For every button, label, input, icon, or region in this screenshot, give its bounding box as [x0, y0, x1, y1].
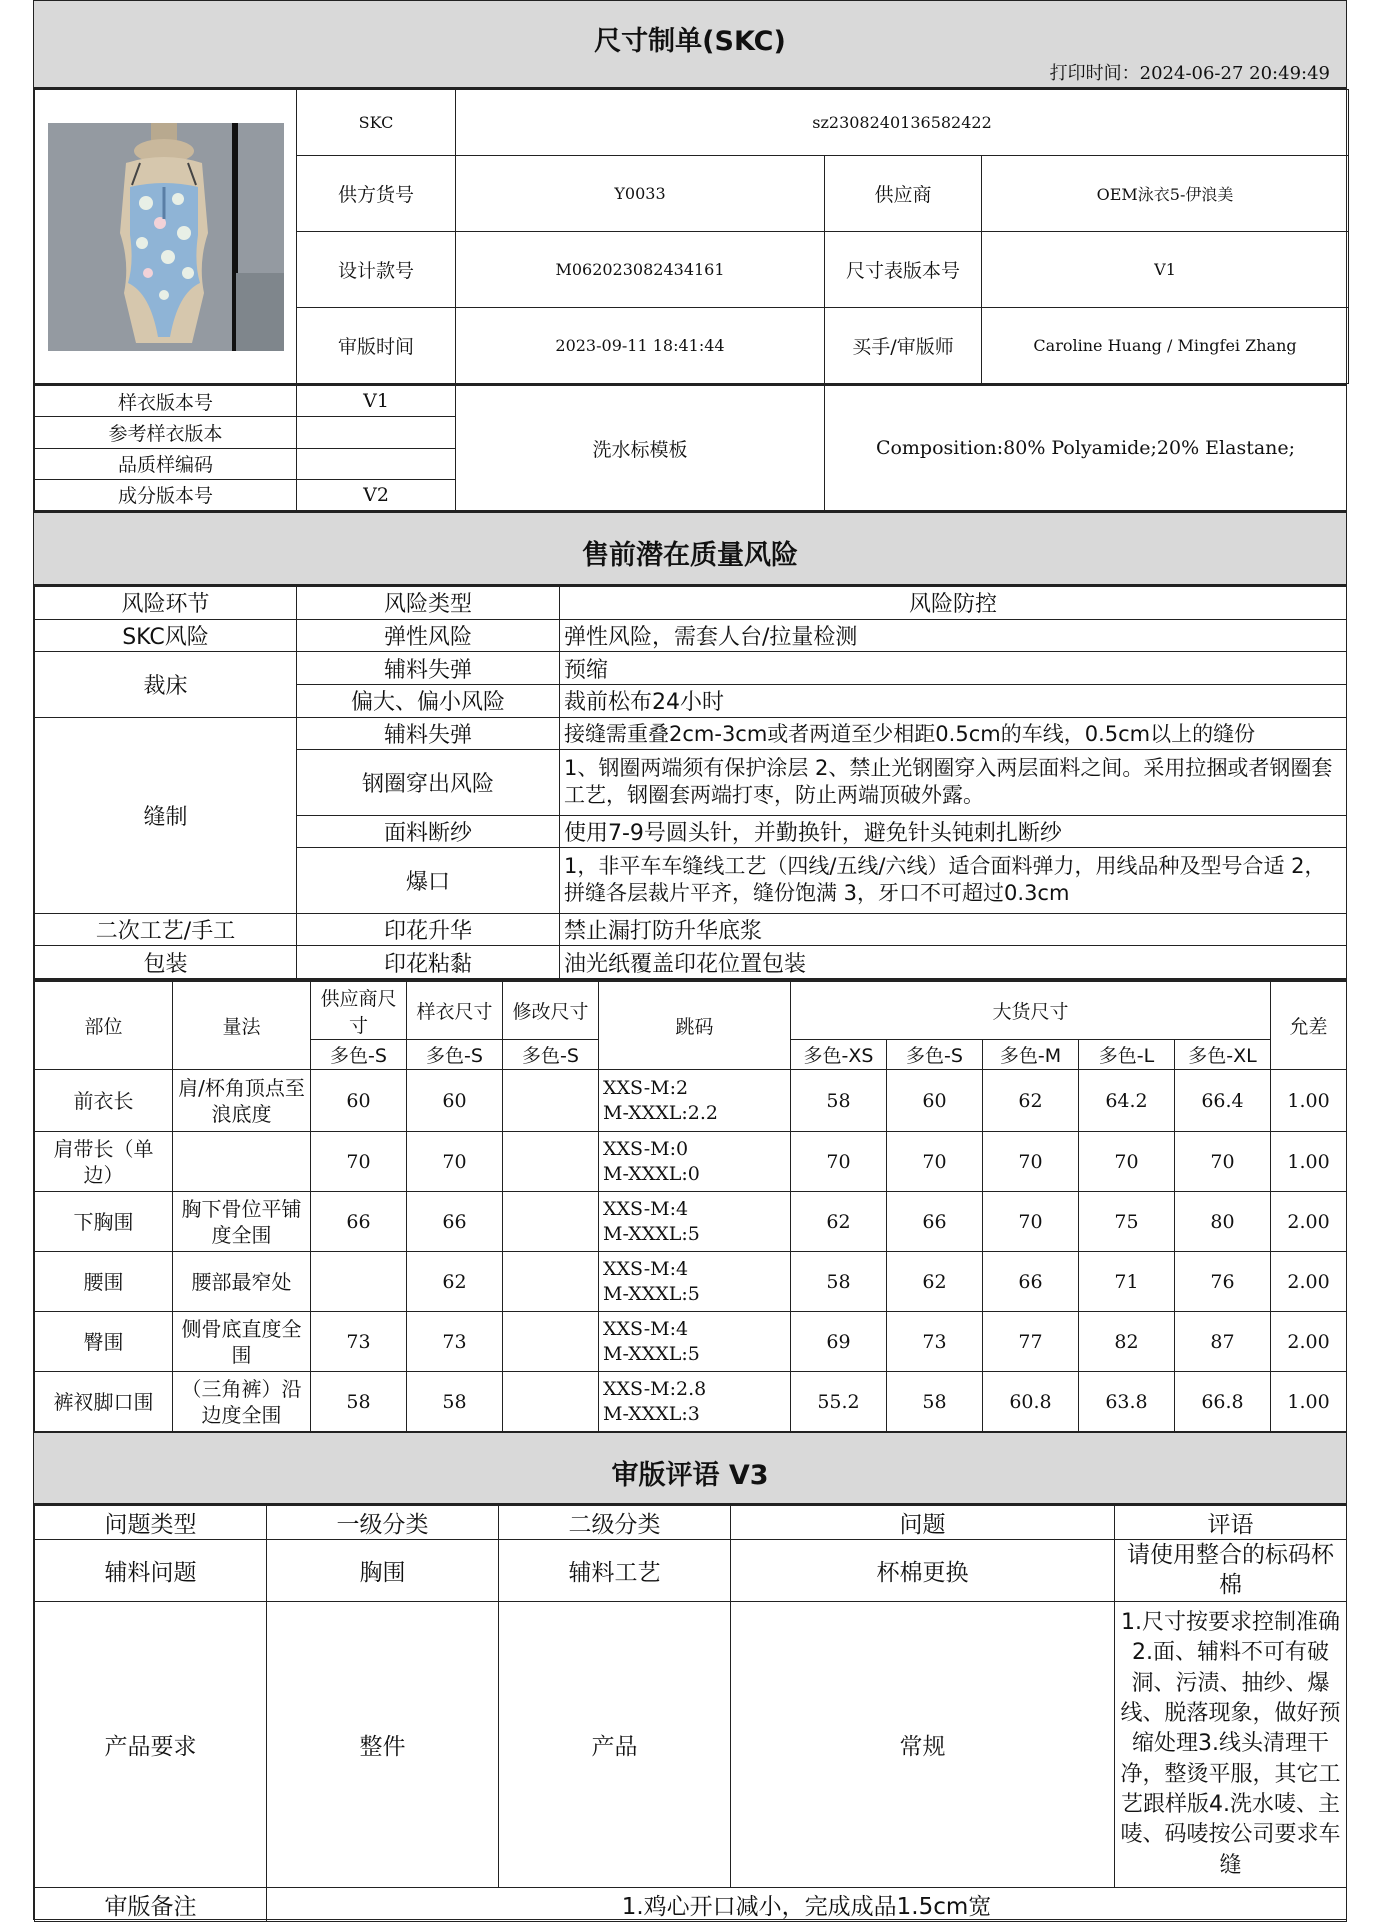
size-method: 肩/杯角顶点至浪底度	[173, 1070, 311, 1132]
size-section	[33, 980, 1347, 1432]
size-jump-upper: M-XXXL:5	[603, 1342, 700, 1365]
size-tolerance: 1.00	[1271, 1372, 1347, 1432]
size-supplier-value: 73	[311, 1312, 407, 1372]
size-supplier-value: 70	[311, 1132, 407, 1192]
version-section	[33, 384, 1347, 512]
size-bulk-value: 62	[791, 1192, 887, 1252]
size-supplier-value: 60	[311, 1070, 407, 1132]
size-bulk-value: 66	[887, 1192, 983, 1252]
size-bulk-value: 66.8	[1175, 1372, 1271, 1432]
ref-sample-value	[297, 417, 456, 448]
size-part: 前衣长	[35, 1070, 173, 1132]
size-sample-value: 62	[407, 1252, 503, 1312]
size-bulk-value: 75	[1079, 1192, 1175, 1252]
risk-control: 接缝需重叠2cm-3cm或者两道至少相距0.5cm的车线，0.5cm以上的缝份	[560, 717, 1347, 750]
bulk-size-xl: 多色-XL	[1175, 1040, 1271, 1070]
size-method	[173, 1132, 311, 1192]
size-bulk-value: 62	[983, 1070, 1079, 1132]
size-modify-value	[503, 1132, 599, 1192]
supplier-label: 供应商	[825, 156, 982, 232]
size-tolerance: 1.00	[1271, 1132, 1347, 1192]
risk-header-type: 风险类型	[297, 587, 560, 620]
size-part: 臀围	[35, 1312, 173, 1372]
risk-row	[35, 619, 1347, 652]
size-sample-value: 73	[407, 1312, 503, 1372]
size-part: 下胸围	[35, 1192, 173, 1252]
risk-type: 印花粘黏	[297, 946, 560, 979]
size-table	[34, 981, 1347, 1432]
risk-type: 弹性风险	[297, 619, 560, 652]
review-time-label: 审版时间	[297, 308, 456, 384]
risk-row	[35, 652, 1347, 685]
supplier-no-label: 供方货号	[297, 156, 456, 232]
size-row	[35, 1312, 1347, 1372]
size-bulk-value: 58	[791, 1070, 887, 1132]
risk-row	[35, 913, 1347, 946]
size-row	[35, 1372, 1347, 1432]
ref-sample-label: 参考样衣版本	[35, 417, 297, 448]
size-supplier-value: 58	[311, 1372, 407, 1432]
size-bulk-value: 66.4	[1175, 1070, 1271, 1132]
size-bulk-value: 73	[887, 1312, 983, 1372]
size-bulk-value: 63.8	[1079, 1372, 1175, 1432]
size-modify-value	[503, 1372, 599, 1432]
size-bulk-value: 64.2	[1079, 1070, 1175, 1132]
sub-sample-size: 多色-S	[407, 1040, 503, 1070]
size-header-jump: 跳码	[599, 982, 791, 1070]
product-photo-cell	[35, 90, 297, 384]
size-bulk-value: 70	[791, 1132, 887, 1192]
risk-type: 钢圈穿出风险	[297, 750, 560, 815]
risk-control: 油光纸覆盖印花位置包装	[560, 946, 1347, 979]
supplier-value: OEM泳衣5-伊浪美	[982, 156, 1349, 232]
risk-control: 弹性风险，需套人台/拉量检测	[560, 619, 1347, 652]
review-header-cat1: 一级分类	[267, 1506, 499, 1540]
review-header-type: 问题类型	[35, 1506, 267, 1540]
size-jump	[599, 1132, 791, 1192]
size-method: （三角裤）沿边度全围	[173, 1372, 311, 1432]
size-bulk-value: 62	[887, 1252, 983, 1312]
review-title: 审版评语 V3	[611, 1460, 769, 1491]
composition-version-label: 成分版本号	[35, 479, 297, 510]
bulk-size-l: 多色-L	[1079, 1040, 1175, 1070]
size-modify-value	[503, 1252, 599, 1312]
size-bulk-value: 70	[887, 1132, 983, 1192]
size-modify-value	[503, 1192, 599, 1252]
size-bulk-value: 71	[1079, 1252, 1175, 1312]
skc-value: sz2308240136582422	[456, 90, 1349, 156]
page-title: 尺寸制单(SKC)	[594, 26, 786, 57]
size-sample-value: 58	[407, 1372, 503, 1432]
quality-code-value	[297, 448, 456, 479]
quality-code-label: 品质样编码	[35, 448, 297, 479]
risk-band	[33, 512, 1347, 585]
size-jump-lower: XXS-M:0	[603, 1137, 689, 1160]
size-jump	[599, 1372, 791, 1432]
risk-control: 预缩	[560, 652, 1347, 685]
size-supplier-value: 66	[311, 1192, 407, 1252]
review-comment: 1.尺寸按要求控制准确2.面、辅料不可有破洞、污渍、抽纱、爆线、脱落现象，做好预缩处理3.线头清理干净，整烫平服，其它工艺跟样版4.洗水唛、主唛、码唛按公司要求车缝	[1115, 1602, 1347, 1888]
review-header-cat2: 二级分类	[499, 1506, 731, 1540]
risk-row	[35, 717, 1347, 750]
review-header-comment: 评语	[1115, 1506, 1347, 1540]
risk-control: 1，非平车车缝线工艺（四线/五线/六线）适合面料弹力，用线品种及型号合适 2，拼缝各层裁片平齐，缝份饱满 3，牙口不可超过0.3cm	[560, 848, 1347, 913]
size-jump	[599, 1252, 791, 1312]
review-band	[33, 1432, 1347, 1504]
review-type: 产品要求	[35, 1602, 267, 1888]
size-header-supplier: 供应商尺寸	[311, 982, 407, 1040]
size-jump-lower: XXS-M:4	[603, 1197, 689, 1220]
size-sample-value: 70	[407, 1132, 503, 1192]
review-cat1: 整件	[267, 1602, 499, 1888]
size-jump-upper: M-XXXL:2.2	[603, 1101, 719, 1124]
size-jump	[599, 1070, 791, 1132]
size-bulk-value: 80	[1175, 1192, 1271, 1252]
size-bulk-value: 70	[983, 1132, 1079, 1192]
risk-stage: 包装	[35, 946, 297, 979]
info-section	[33, 88, 1347, 384]
review-issue: 杯棉更换	[731, 1540, 1115, 1602]
sub-modify-size: 多色-S	[503, 1040, 599, 1070]
review-issue: 常规	[731, 1602, 1115, 1888]
size-row	[35, 1192, 1347, 1252]
buyer-value: Caroline Huang / Mingfei Zhang	[982, 308, 1349, 384]
size-bulk-value: 76	[1175, 1252, 1271, 1312]
size-bulk-value: 77	[983, 1312, 1079, 1372]
bulk-size-m: 多色-M	[983, 1040, 1079, 1070]
risk-type: 爆口	[297, 848, 560, 913]
size-row	[35, 1252, 1347, 1312]
size-part: 腰围	[35, 1252, 173, 1312]
size-method: 腰部最窄处	[173, 1252, 311, 1312]
risk-control: 禁止漏打防升华底浆	[560, 913, 1347, 946]
risk-control: 使用7-9号圆头针，并勤换针，避免针头钝刺扎断纱	[560, 815, 1347, 848]
size-row	[35, 1070, 1347, 1132]
size-rows	[35, 1070, 1347, 1432]
size-bulk-value: 58	[791, 1252, 887, 1312]
size-modify-value	[503, 1070, 599, 1132]
size-jump-lower: XXS-M:4	[603, 1317, 689, 1340]
risk-type: 辅料失弹	[297, 717, 560, 750]
size-jump-lower: XXS-M:4	[603, 1257, 689, 1280]
size-sample-value: 66	[407, 1192, 503, 1252]
review-row	[35, 1602, 1347, 1888]
size-version-value: V1	[982, 232, 1349, 308]
sample-version-value: V1	[297, 386, 456, 417]
size-bulk-value: 70	[1079, 1132, 1175, 1192]
size-jump-upper: M-XXXL:5	[603, 1222, 700, 1245]
risk-control: 裁前松布24小时	[560, 684, 1347, 717]
risk-stage: SKC风险	[35, 619, 297, 652]
bulk-size-xs: 多色-XS	[791, 1040, 887, 1070]
size-bulk-value: 82	[1079, 1312, 1175, 1372]
risk-stage: 二次工艺/手工	[35, 913, 297, 946]
size-row	[35, 1132, 1347, 1192]
size-bulk-value: 60	[887, 1070, 983, 1132]
info-table	[34, 89, 1349, 384]
size-tolerance: 2.00	[1271, 1192, 1347, 1252]
risk-stage: 裁床	[35, 652, 297, 717]
review-cat1: 胸围	[267, 1540, 499, 1602]
wash-label-template: 洗水标模板	[456, 386, 825, 511]
header-band	[33, 0, 1347, 88]
size-jump-upper: M-XXXL:0	[603, 1162, 700, 1185]
product-photo	[48, 123, 284, 351]
risk-header-control: 风险防控	[560, 587, 1347, 620]
bulk-size-s: 多色-S	[887, 1040, 983, 1070]
review-note-label: 审版备注	[35, 1888, 267, 1922]
review-type: 辅料问题	[35, 1540, 267, 1602]
size-bulk-value: 70	[1175, 1132, 1271, 1192]
size-tolerance: 2.00	[1271, 1252, 1347, 1312]
sample-version-label: 样衣版本号	[35, 386, 297, 417]
risk-type: 辅料失弹	[297, 652, 560, 685]
version-table	[34, 385, 1347, 511]
risk-section	[33, 585, 1347, 980]
risk-title: 售前潜在质量风险	[582, 540, 798, 571]
risk-type: 偏大、偏小风险	[297, 684, 560, 717]
sub-supplier-size: 多色-S	[311, 1040, 407, 1070]
size-header-tolerance: 允差	[1271, 982, 1347, 1070]
design-no-value: M062023082434161	[456, 232, 825, 308]
review-time-value: 2023-09-11 18:41:44	[456, 308, 825, 384]
size-jump-lower: XXS-M:2	[603, 1076, 689, 1099]
size-header-method: 量法	[173, 982, 311, 1070]
review-header-issue: 问题	[731, 1506, 1115, 1540]
review-cat2: 辅料工艺	[499, 1540, 731, 1602]
size-bulk-value: 58	[887, 1372, 983, 1432]
risk-stage: 缝制	[35, 717, 297, 913]
risk-table	[34, 586, 1347, 979]
risk-row	[35, 946, 1347, 979]
size-method: 胸下骨位平铺度全围	[173, 1192, 311, 1252]
size-bulk-value: 55.2	[791, 1372, 887, 1432]
size-tolerance: 1.00	[1271, 1070, 1347, 1132]
size-bulk-value: 87	[1175, 1312, 1271, 1372]
size-jump-lower: XXS-M:2.8	[603, 1377, 707, 1400]
size-method: 侧骨底直度全围	[173, 1312, 311, 1372]
skc-label: SKC	[297, 90, 456, 156]
size-bulk-value: 60.8	[983, 1372, 1079, 1432]
size-header-bulk: 大货尺寸	[791, 982, 1271, 1040]
size-part: 肩带长（单边）	[35, 1132, 173, 1192]
size-bulk-value: 70	[983, 1192, 1079, 1252]
size-jump	[599, 1312, 791, 1372]
size-modify-value	[503, 1312, 599, 1372]
risk-control: 1、钢圈两端须有保护涂层 2、禁止光钢圈穿入两层面料之间。采用拉捆或者钢圈套工艺，钢圈套两端打枣，防止两端顶破外露。	[560, 750, 1347, 815]
composition-text: Composition:80% Polyamide;20% Elastane;	[825, 386, 1347, 511]
composition-version-value: V2	[297, 479, 456, 510]
risk-type: 印花升华	[297, 913, 560, 946]
buyer-label: 买手/审版师	[825, 308, 982, 384]
review-note-value: 1.鸡心开口减小，完成成品1.5cm宽	[267, 1888, 1347, 1922]
size-header-part: 部位	[35, 982, 173, 1070]
size-part: 裤衩脚口围	[35, 1372, 173, 1432]
design-no-label: 设计款号	[297, 232, 456, 308]
review-comment: 请使用整合的标码杯棉	[1115, 1540, 1347, 1602]
size-version-label: 尺寸表版本号	[825, 232, 982, 308]
review-section	[33, 1504, 1347, 1920]
risk-header-stage: 风险环节	[35, 587, 297, 620]
print-time: 打印时间：2024-06-27 20:49:49	[1049, 63, 1330, 84]
size-header-sample: 样衣尺寸	[407, 982, 503, 1040]
size-tolerance: 2.00	[1271, 1312, 1347, 1372]
review-row	[35, 1540, 1347, 1602]
size-jump-upper: M-XXXL:3	[603, 1402, 700, 1425]
size-sample-value: 60	[407, 1070, 503, 1132]
size-supplier-value	[311, 1252, 407, 1312]
size-jump	[599, 1192, 791, 1252]
risk-type: 面料断纱	[297, 815, 560, 848]
review-cat2: 产品	[499, 1602, 731, 1888]
supplier-no-value: Y0033	[456, 156, 825, 232]
size-bulk-value: 69	[791, 1312, 887, 1372]
review-table	[34, 1505, 1347, 1922]
size-jump-upper: M-XXXL:5	[603, 1282, 700, 1305]
size-bulk-value: 66	[983, 1252, 1079, 1312]
size-header-modify: 修改尺寸	[503, 982, 599, 1040]
